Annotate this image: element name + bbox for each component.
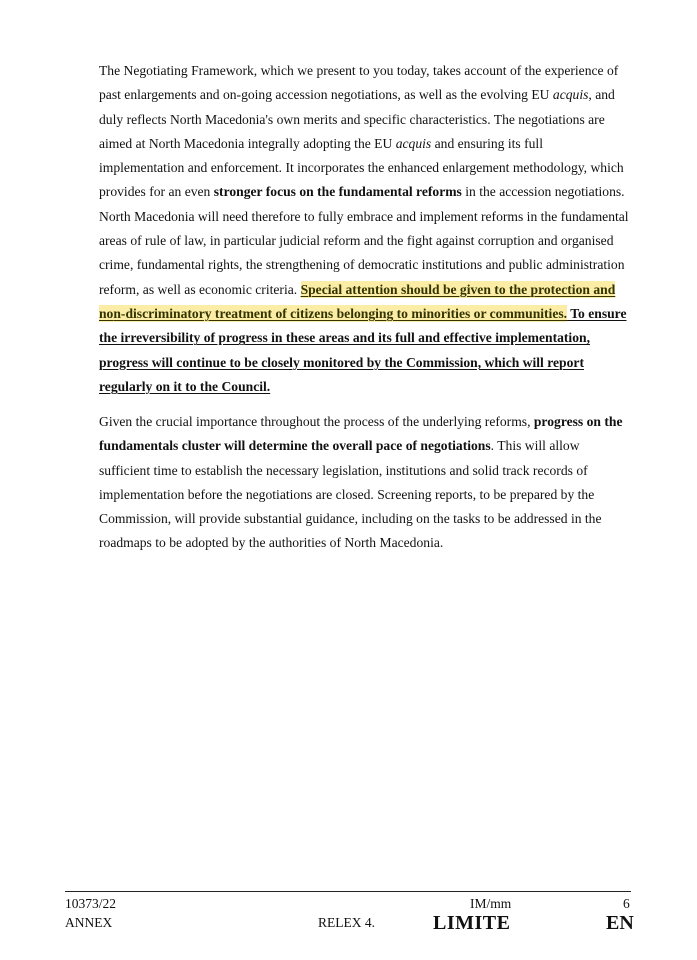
paragraph-negotiating-framework — [99, 59, 630, 399]
p1-bold-fundamental-reforms: stronger focus on the fundamental reforms — [213, 184, 462, 200]
footer-classification: LIMITE — [433, 912, 511, 934]
footer-language: EN — [606, 912, 634, 934]
paragraph-fundamentals-cluster — [99, 410, 630, 556]
p1-bold-irreversibility: To ensure the irreversibility of progress in these areas and its full and effective implementation, progress will continue to be closely monitored by the Commission, which will report regularly on it to the Council. — [99, 305, 627, 394]
footer-department: RELEX 4. — [318, 915, 375, 930]
p2-text-1: Given the crucial importance throughout the process of the underlying reforms, — [99, 414, 534, 429]
footer-divider — [65, 891, 631, 892]
p1-highlighted-special-attention: Special attention should be given to the protection and no — [99, 281, 616, 321]
p1-text-4: in the accession negotiations. North Macedonia will need therefore to fully embrace and implement reforms in the fundamental areas of rule of law, in particular judicial reform and the fight against corruption and organised crime, fundamental rights, the strengthening of democratic institutions and public administration reform, as well as economic criteria. — [99, 184, 629, 297]
p1-highlighted-minorities: n-discriminatory treatment of citizens belonging to minorities or communities. — [113, 305, 568, 321]
footer-page-number: 6 — [623, 896, 630, 911]
footer-doc-code: 10373/22 — [65, 896, 117, 911]
p2-bold-fundamentals-cluster: progress on the fundamentals cluster will determine the overall pace of negotiations — [99, 414, 623, 454]
footer-annex: ANNEX — [65, 915, 113, 930]
p1-italic-acquis-1: acquis — [552, 87, 589, 103]
p2-text-2: . This will allow sufficient time to establish the necessary legislation, institutions and solid track records of implementation before the negotiations are closed. Screening reports, to be prepared by the Commission, will provide substantial guidance, including on the tasks to be addressed in the roadmaps to be adopted by the authorities of North Macedonia. — [99, 438, 602, 551]
p1-text-1: The Negotiating Framework, which we present to you today, takes account of the experience of past enlargements and on-going accession negotiations, as well as the evolving EU — [99, 63, 619, 103]
p1-text-2: , and duly reflects North Macedonia's own merits and specific characteristics. The negotiations are aimed at North Macedonia integrally adopting the EU — [99, 87, 615, 151]
footer-initials: IM/mm — [470, 896, 512, 911]
p1-text-3: and ensuring its full implementation and enforcement. It incorporates the enhanced enlargement methodology, which provides for an even — [99, 135, 624, 200]
p1-italic-acquis-2: acquis — [395, 135, 432, 151]
